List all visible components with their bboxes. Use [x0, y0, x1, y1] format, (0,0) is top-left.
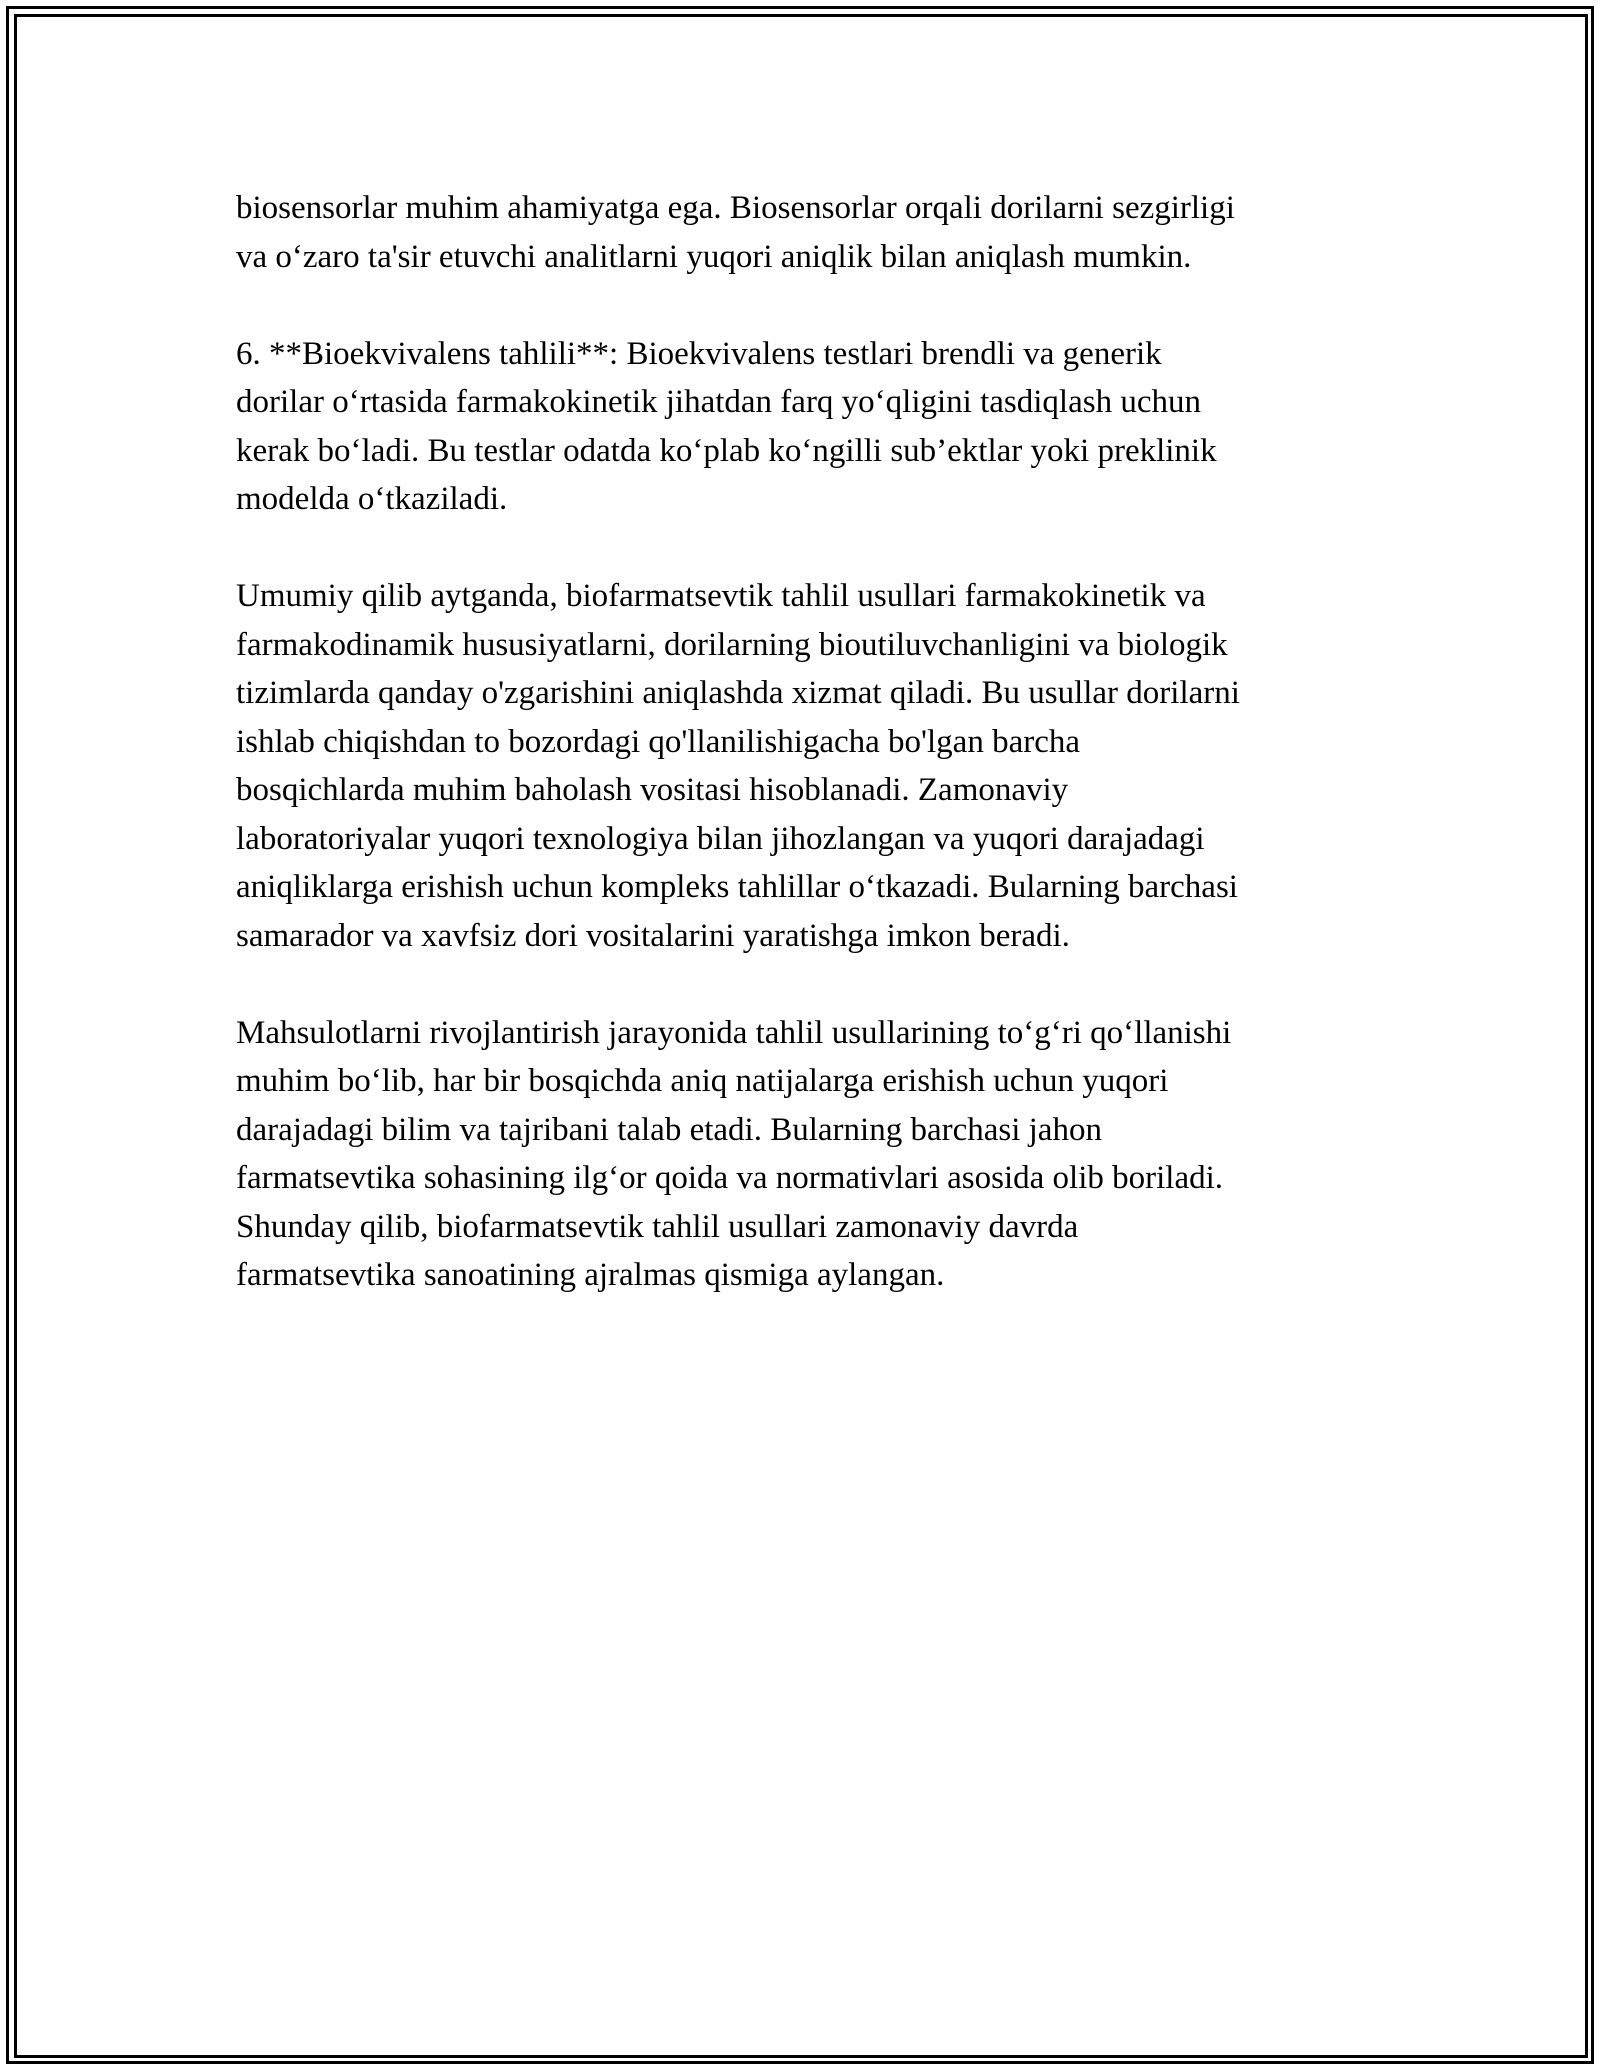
- paragraph-conclusion: [236, 1009, 1366, 1300]
- text-line: tizimlarda qanday o'zgarishini aniqlashda xizmat qiladi. Bu usullar dorilarni: [236, 675, 1240, 711]
- paragraph-summary: [236, 572, 1366, 960]
- paragraph-biosensors: [236, 184, 1366, 281]
- text-line: ishlab chiqishdan to bozordagi qo'llanilishigacha bo'lgan barcha: [236, 723, 1080, 760]
- text-line: Mahsulotlarni rivojlantirish jarayonida tahlil usullarining to‘g‘ri qo‘llanishi: [236, 1014, 1232, 1051]
- text-line: biosensorlar muhim ahamiyatga ega. Biosensorlar orqali dorilarni sezgirligi: [236, 190, 1235, 226]
- text-line: Shunday qilib, biofarmatsevtik tahlil usullari zamonaviy davrda: [236, 1208, 1079, 1245]
- text-line: samarador va xavfsiz dori vositalarini yaratishga imkon beradi.: [236, 917, 1070, 954]
- text-line: laboratoriyalar yuqori texnologiya bilan jihozlangan va yuqori darajadagi: [236, 820, 1205, 857]
- text-line: farmakodinamik hususiyatlarni, dorilarning bioutiluvchanligini va biologik: [236, 626, 1228, 663]
- text-line: modelda o‘tkaziladi.: [236, 481, 508, 517]
- text-line: 6. **Bioekvivalens tahlili**: Bioekvivalens testlari brendli va generik: [236, 335, 1162, 372]
- document-body: [236, 184, 1366, 1348]
- text-line: bosqichlarda muhim baholash vositasi hisoblanadi. Zamonaviy: [236, 772, 1069, 808]
- text-line: aniqliklarga erishish uchun kompleks tahlillar o‘tkazadi. Bularning barchasi: [236, 869, 1238, 905]
- text-line: farmatsevtika sanoatining ajralmas qismiga aylangan.: [236, 1257, 945, 1293]
- text-line: kerak bo‘ladi. Bu testlar odatda ko‘plab ko‘ngilli sub’ektlar yoki preklinik: [236, 432, 1217, 469]
- text-line: dorilar o‘rtasida farmakokinetik jihatdan farq yo‘qligini tasdiqlash uchun: [236, 384, 1201, 420]
- text-line: farmatsevtika sohasining ilg‘or qoida va normativlari asosida olib boriladi.: [236, 1160, 1224, 1196]
- text-line: Umumiy qilib aytganda, biofarmatsevtik tahlil usullari farmakokinetik va: [236, 578, 1206, 614]
- text-line: darajadagi bilim va tajribani talab etadi. Bularning barchasi jahon: [236, 1111, 1102, 1148]
- paragraph-bioequivalence: [236, 330, 1366, 524]
- text-line: va o‘zaro ta'sir etuvchi analitlarni yuqori aniqlik bilan aniqlash mumkin.: [236, 238, 1192, 275]
- text-line: muhim bo‘lib, har bir bosqichda aniq natijalarga erishish uchun yuqori: [236, 1063, 1169, 1099]
